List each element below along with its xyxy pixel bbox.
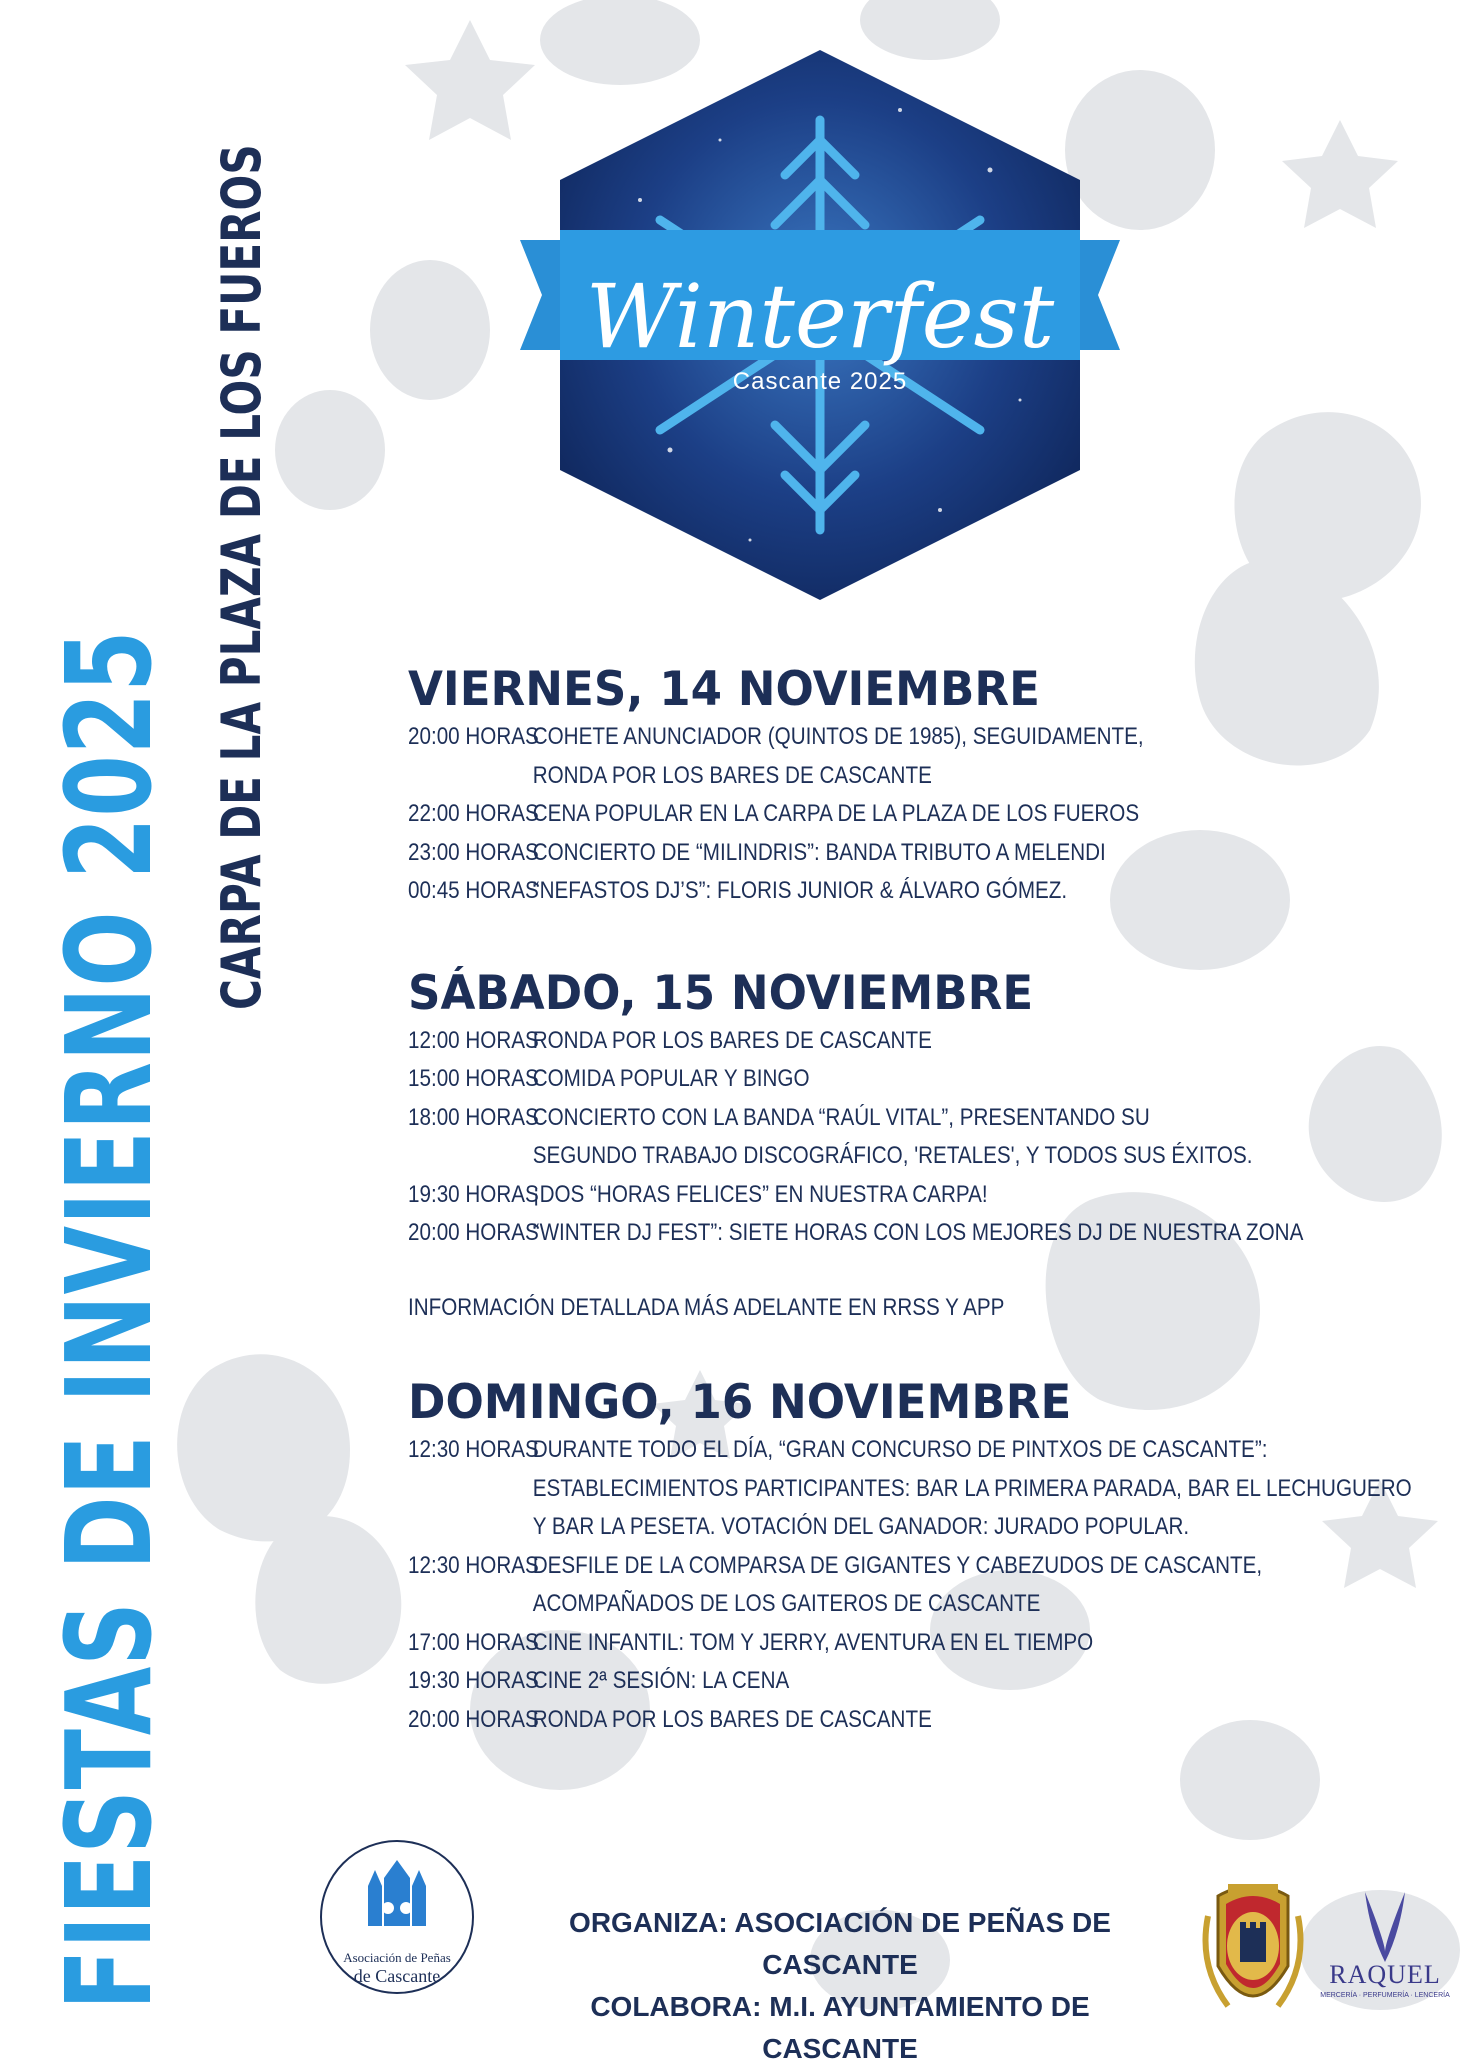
event-desc-cont: RONDA POR LOS BARES DE CASCANTE bbox=[532, 761, 932, 789]
event-time: 20:00 HORAS bbox=[408, 1219, 539, 1246]
day-block-saturday bbox=[408, 966, 1428, 1328]
day-block-friday bbox=[408, 662, 1428, 911]
day-title: VIERNES, 14 NOVIEMBRE bbox=[408, 662, 1040, 717]
event-desc-cont: SEGUNDO TRABAJO DISCOGRÁFICO, 'RETALES', Y TODOS SUS ÉXITOS. bbox=[532, 1142, 1253, 1169]
event-desc: COHETE ANUNCIADOR (QUINTOS DE 1985), SEGUIDAMENTE, bbox=[532, 723, 1144, 750]
event-desc: DURANTE TODO EL DÍA, “GRAN CONCURSO DE PINTXOS DE CASCANTE”: bbox=[532, 1436, 1268, 1463]
event-time: 19:30 HORAS bbox=[408, 1667, 539, 1694]
sponsor-tagline: MERCERÍA · PERFUMERÍA · LENCERÍA bbox=[1320, 1992, 1450, 1999]
sponsor-name: RAQUEL bbox=[1329, 1960, 1441, 1989]
day-title: DOMINGO, 16 NOVIEMBRE bbox=[408, 1375, 1072, 1430]
event-time: 12:30 HORAS bbox=[408, 1436, 539, 1463]
event-time: 12:30 HORAS bbox=[408, 1551, 539, 1579]
event-desc: COMIDA POPULAR Y BINGO bbox=[532, 1065, 810, 1092]
event-row bbox=[408, 1701, 1285, 1740]
event-time: 20:00 HORAS bbox=[408, 1705, 539, 1733]
event-desc: RONDA POR LOS BARES DE CASCANTE bbox=[532, 1705, 932, 1733]
event-row bbox=[408, 795, 1285, 834]
vertical-main-title: FIESTAS DE INVIERNO 2025 bbox=[40, 629, 178, 2010]
day-block-sunday bbox=[408, 1375, 1428, 1739]
event-row bbox=[408, 1060, 1285, 1099]
logo-subtitle: Cascante 2025 bbox=[732, 368, 908, 395]
collaborator-line: COLABORA: M.I. AYUNTAMIENTO DE CASCANTE bbox=[590, 1991, 1090, 2064]
event-row bbox=[408, 1624, 1285, 1663]
event-desc: CINE INFANTIL: TOM Y JERRY, AVENTURA EN EL TIEMPO bbox=[532, 1628, 1094, 1656]
winterfest-logo bbox=[520, 50, 1120, 610]
event-desc-cont: ACOMPAÑADOS DE LOS GAITEROS DE CASCANTE bbox=[532, 1590, 1041, 1617]
event-row bbox=[408, 1022, 1285, 1061]
vertical-location-subtitle: CARPA DE LA PLAZA DE LOS FUEROS bbox=[210, 144, 273, 1011]
info-note: INFORMACIÓN DETALLADA MÁS ADELANTE EN RRSS Y APP bbox=[408, 1293, 1005, 1321]
event-row bbox=[408, 718, 1285, 757]
event-time: 22:00 HORAS bbox=[408, 800, 539, 827]
event-desc: “WINTER DJ FEST”: SIETE HORAS CON LOS MEJORES DJ DE NUESTRA ZONA bbox=[532, 1219, 1304, 1246]
event-row bbox=[408, 1547, 1285, 1586]
event-row bbox=[408, 1431, 1285, 1470]
event-time: 17:00 HORAS bbox=[408, 1628, 539, 1656]
event-time: 12:00 HORAS bbox=[408, 1026, 539, 1054]
day-title: SÁBADO, 15 NOVIEMBRE bbox=[408, 965, 1034, 1021]
logo-title: Winterfest bbox=[585, 265, 1055, 368]
footer-credits bbox=[560, 1902, 1120, 2070]
event-time: 19:30 HORAS bbox=[408, 1180, 539, 1208]
town-crest-icon bbox=[1198, 1876, 1308, 2026]
event-row bbox=[408, 834, 1285, 873]
event-row bbox=[408, 872, 1285, 911]
event-time: 15:00 HORAS bbox=[408, 1065, 539, 1092]
organizer-line: ORGANIZA: ASOCIACIÓN DE PEÑAS DE CASCANTE bbox=[569, 1907, 1111, 1980]
event-time: 23:00 HORAS bbox=[408, 838, 539, 866]
event-desc: CONCIERTO CON LA BANDA “RAÚL VITAL”, PRESENTANDO SU bbox=[532, 1103, 1150, 1131]
event-desc: “NEFASTOS DJ’S”: FLORIS JUNIOR & ÁLVARO GÓMEZ. bbox=[532, 877, 1068, 904]
association-name-line2: de Cascante bbox=[353, 1966, 441, 1986]
event-time: 20:00 HORAS bbox=[408, 723, 539, 750]
event-desc: CONCIERTO DE “MILINDRIS”: BANDA TRIBUTO A MELENDI bbox=[532, 838, 1106, 866]
event-desc: DESFILE DE LA COMPARSA DE GIGANTES Y CABEZUDOS DE CASCANTE, bbox=[532, 1551, 1263, 1579]
event-row bbox=[408, 1662, 1285, 1701]
association-name-line1: Asociación de Peñas bbox=[343, 1950, 451, 1965]
event-row bbox=[408, 1176, 1285, 1215]
event-row bbox=[408, 1214, 1304, 1253]
event-desc-cont: ESTABLECIMIENTOS PARTICIPANTES: BAR LA PRIMERA PARADA, BAR EL LECHUGUERO bbox=[532, 1474, 1412, 1502]
event-desc-cont: Y BAR LA PESETA. VOTACIÓN DEL GANADOR: JURADO POPULAR. bbox=[532, 1513, 1190, 1540]
event-row bbox=[408, 1099, 1285, 1138]
event-desc: CENA POPULAR EN LA CARPA DE LA PLAZA DE LOS FUEROS bbox=[532, 800, 1140, 827]
event-desc: CINE 2ª SESIÓN: LA CENA bbox=[532, 1667, 790, 1694]
event-time: 00:45 HORAS bbox=[408, 877, 539, 904]
event-desc: RONDA POR LOS BARES DE CASCANTE bbox=[532, 1026, 932, 1054]
event-time: 18:00 HORAS bbox=[408, 1103, 539, 1131]
event-desc: ¡DOS “HORAS FELICES” EN NUESTRA CARPA! bbox=[532, 1180, 988, 1208]
schedule bbox=[408, 662, 1428, 1739]
